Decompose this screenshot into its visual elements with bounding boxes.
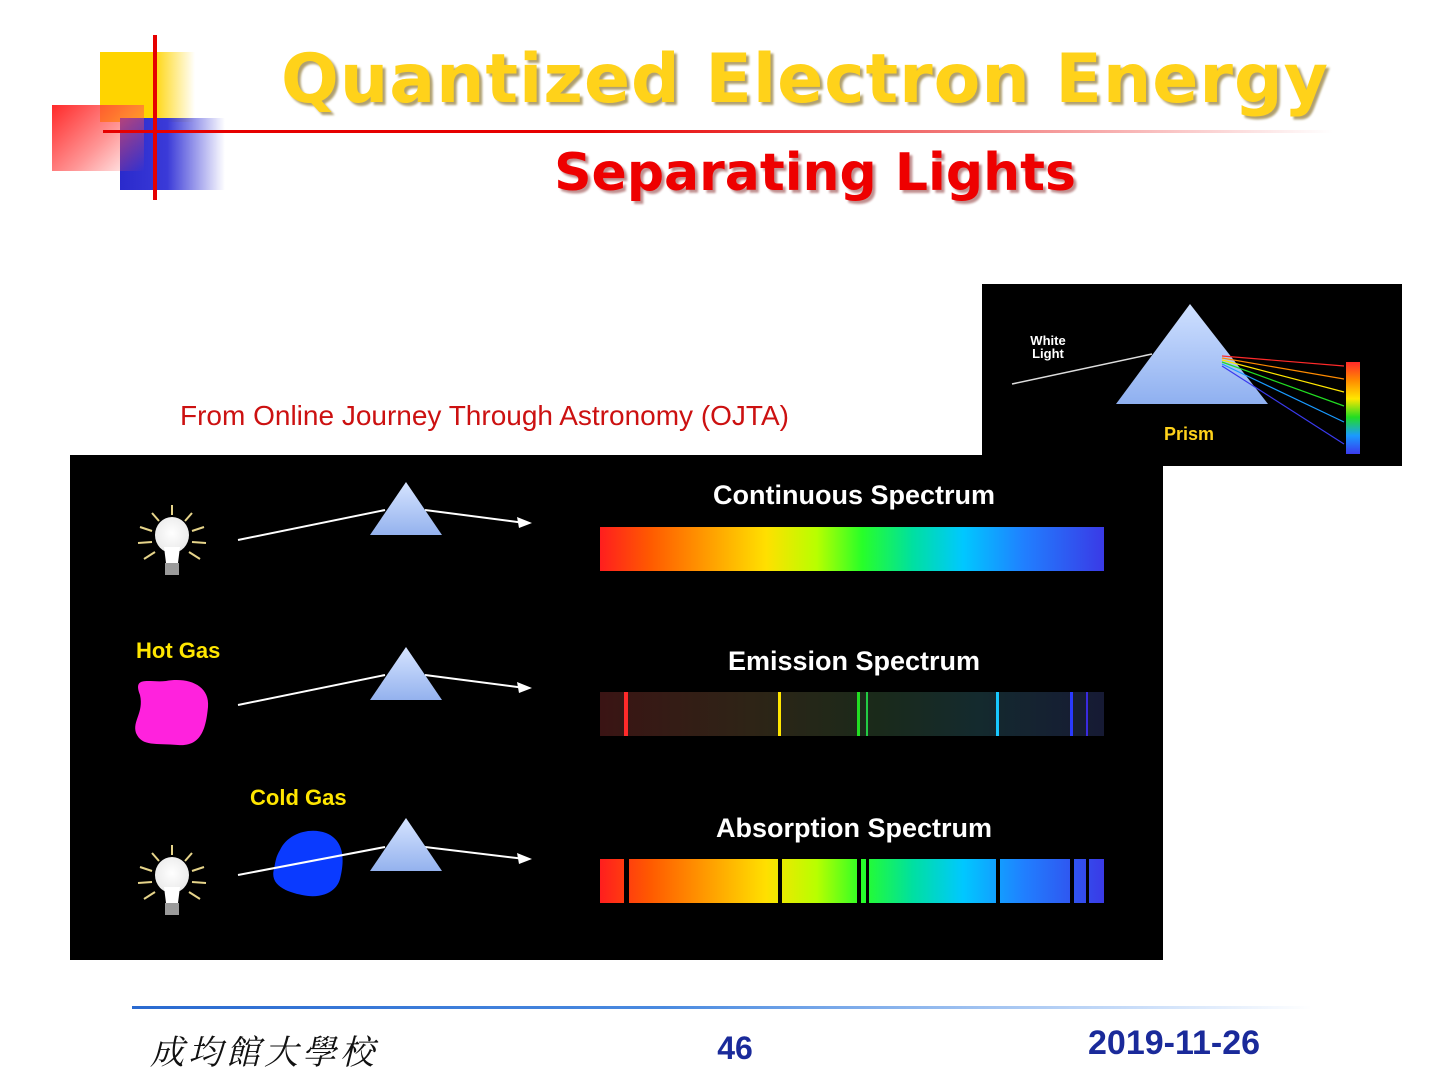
prism-row3	[370, 818, 442, 871]
small-spectrum-bar	[1346, 362, 1360, 454]
slide-title: Quantized Electron Energy	[281, 40, 1329, 119]
institution-name: 成均館大學校	[150, 1033, 378, 1073]
hot-gas-label: Hot Gas	[136, 638, 221, 663]
emission-line-blue	[1070, 692, 1073, 736]
emission-spectrum-bar	[600, 692, 1104, 736]
cold-gas-label: Cold Gas	[250, 785, 347, 810]
hot-gas-blob	[135, 680, 208, 745]
prism-triangle	[1116, 304, 1268, 404]
emission-spectrum-label: Emission Spectrum	[727, 646, 981, 676]
prism-label: Prism	[1164, 424, 1215, 444]
emission-line-green-2	[866, 692, 868, 736]
prism-row2	[370, 647, 442, 700]
light-bulb-icon-row3	[138, 845, 206, 915]
continuous-spectrum-label: Continuous Spectrum	[713, 480, 995, 510]
white-light-label-line1: White	[1030, 333, 1066, 348]
absorption-line-1	[624, 859, 629, 903]
arrowhead-row2	[517, 682, 532, 693]
white-light-label-line2: Light	[1032, 346, 1064, 361]
absorption-line-2	[778, 859, 782, 903]
decor-vertical-rule	[153, 35, 157, 200]
title-rule	[103, 130, 1333, 133]
continuous-spectrum-bar	[600, 527, 1104, 571]
footer-rule	[132, 1006, 1312, 1009]
white-light-label	[1028, 334, 1068, 360]
absorption-spectrum-bar	[600, 859, 1104, 903]
emission-line-yellow	[778, 692, 781, 736]
emission-line-violet	[1086, 692, 1088, 736]
prism-row1	[370, 482, 442, 535]
light-bulb-icon	[138, 505, 206, 575]
arrowhead-row1	[517, 517, 532, 528]
decor-red-square	[52, 105, 144, 171]
emission-line-green	[857, 692, 860, 736]
source-caption: From Online Journey Through Astronomy (OJTA)	[180, 400, 789, 431]
slide-subtitle: Separating Lights	[554, 143, 1076, 203]
slide-date: 2019-11-26	[1088, 1024, 1261, 1062]
absorption-line-5	[996, 859, 1000, 903]
absorption-spectrum-label: Absorption Spectrum	[715, 813, 992, 843]
arrowhead-row3	[517, 853, 532, 864]
emission-line-cyan	[996, 692, 999, 736]
absorption-line-7	[1086, 859, 1089, 903]
cold-gas-blob	[273, 831, 342, 896]
absorption-line-6	[1070, 859, 1074, 903]
absorption-line-3	[857, 859, 861, 903]
slide-number: 46	[717, 1030, 753, 1066]
emission-line-red	[624, 692, 628, 736]
absorption-line-4	[866, 859, 869, 903]
